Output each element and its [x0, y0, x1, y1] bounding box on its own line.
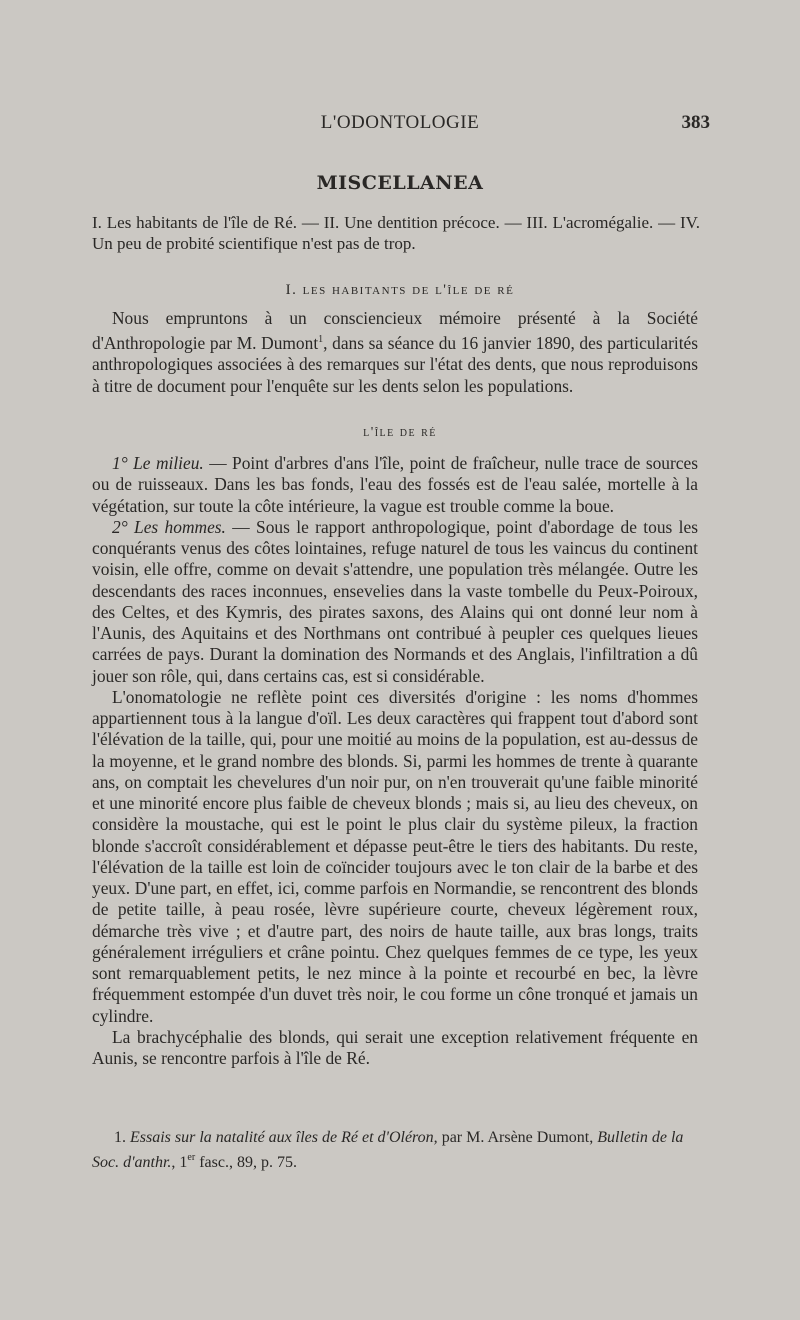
subheading-ile-de-re: l'île de ré [363, 425, 437, 440]
footnote-ref: 1 [318, 334, 324, 346]
footnote-journal: Bulletin de la Soc. d'anthr. [92, 1129, 684, 1171]
footnote-title: Essais sur la natalité aux îles de Ré et d'Oléron, [130, 1129, 438, 1146]
intro-paragraph [92, 308, 698, 397]
paragraph-text: — Point d'arbres d'ans l'île, point de fraîcheur, nulle trace de sources ou de ruisseaux. Dans les bas fonds, l'eau des fossés est de l'eau salée, mortelle à la végétation, sur toute la côte intérieure, la vague est trouble comme la boue. [92, 453, 698, 516]
paragraph-text: L'onomatologie ne reflète point ces diversités d'origine : les noms d'hommes appartiennent tous à la langue d'oïl. Les deux caractères qui frappent tout d'abord sont l'élévation de la taille, qui, pour une moitié au moins de la population, est au-dessus de la moyenne, et le grand nombre des blonds. Si, parmi les hommes de trente à quarante ans, on comptait les chevelures d'un noir pur, on n'en trouverait qu'une faible minorité et une minorité encore plus faible de cheveux blonds ; mais si, au lieu des cheveux, on considère la moustache, qui est le point le plus clair du système pileux, la fraction blonde s'accroît considérablement et dépasse peut-être le tiers des habitants. Du reste, l'élévation de la taille est loin de coïncider toujours avec le ton clair de la barbe et des yeux. D'une part, en effet, ici, comme parfois en Normandie, se rencontrent des blonds de petite taille, à peau rosée, lèvre supérieure courte, cheveux légèrement roux, démarche très vive ; et d'autre part, des noirs de haute taille, aux bras longs, traits généralement irréguliers et crâne pointu. Chez quelques femmes de ce type, les yeux sont remarquablement petits, le nez mince à la pointe et recourbé en bec, la lèvre fréquemment estompée d'un duvet très noir, le cou forme un cône tronqué et jamais un cylindre. [92, 686, 698, 1026]
paragraph-label: 2° Les hommes. [112, 516, 226, 537]
paragraph-label: 1° Le milieu. [112, 453, 204, 473]
footnote-number: 1. [114, 1129, 126, 1146]
contents-summary: I. Les habitants de l'île de Ré. — II. Une dentition précoce. — III. L'acromégalie. — IV. Un peu de probité scientifique n'est pas de trop. [92, 213, 700, 253]
subheading-habitants: I. les habitants de l'île de ré [285, 282, 515, 298]
intro-text-2: , dans sa séance du 16 janvier 1890, des particularités anthropologiques associées à des remarques sur l'état des dents, que nous reproduisons à titre de document pour l'enquête sur les dents selon les populations. [92, 333, 699, 396]
paragraph-hommes [92, 517, 698, 687]
paragraph-text: — Sous le rapport anthropologique, point d'abordage de tous les conquérants venus des côtes lointaines, refuge naturel de tous les vaincus du continent voisin, elle offre, comme on devait s'attendre, une population très mélangée. Outre les descendants des races inconnues, ensevelies dans la vaste tombelle du Peux-Poiroux, des Celtes, et des Kymris, des pirates saxons, des Alains qui ont donné leur nom à l'Aunis, des Aquitains et des Northmans ont contribué à peupler ces quelques lieues carrées de pays. Durant la domination des Normands et des Anglais, l'infiltration a dû jouer son rôle, qui, dans certains cas, est si considérable. [92, 516, 698, 686]
running-title: L'ODONTOLOGIE [320, 112, 480, 133]
footnote: 1. Essais sur la natalité aux îles de Ré et d'Oléron, par M. Arsène Dumont, Bulletin de la Soc. d'anthr., 1er fasc., 89, p. 75. [92, 1129, 684, 1171]
page-number: 383 [681, 112, 710, 133]
main-text [92, 453, 698, 1069]
page-header [90, 112, 710, 142]
paragraph-milieu [92, 453, 698, 517]
footnote-rest: fasc., 89, p. 75. [195, 1154, 297, 1171]
paragraph-brachycephalie [92, 1027, 698, 1070]
paragraph-text: La brachycéphalie des blonds, qui serait une exception relativement fréquente en Aunis, se rencontre parfois à l'île de Ré. [92, 1026, 698, 1068]
section-title: MISCELLANEA [316, 172, 484, 194]
footnote-ordinal: 1 [179, 1154, 188, 1171]
intro-text-1: Nous empruntons à un consciencieux mémoire présenté à la Société d'Anthropologie par M. Dumont [92, 308, 698, 354]
footnote-author: par M. Arsène Dumont, [437, 1129, 594, 1146]
paragraph-onomatologie [92, 687, 698, 1027]
footnote-ordinal-sup: er [187, 1152, 196, 1163]
